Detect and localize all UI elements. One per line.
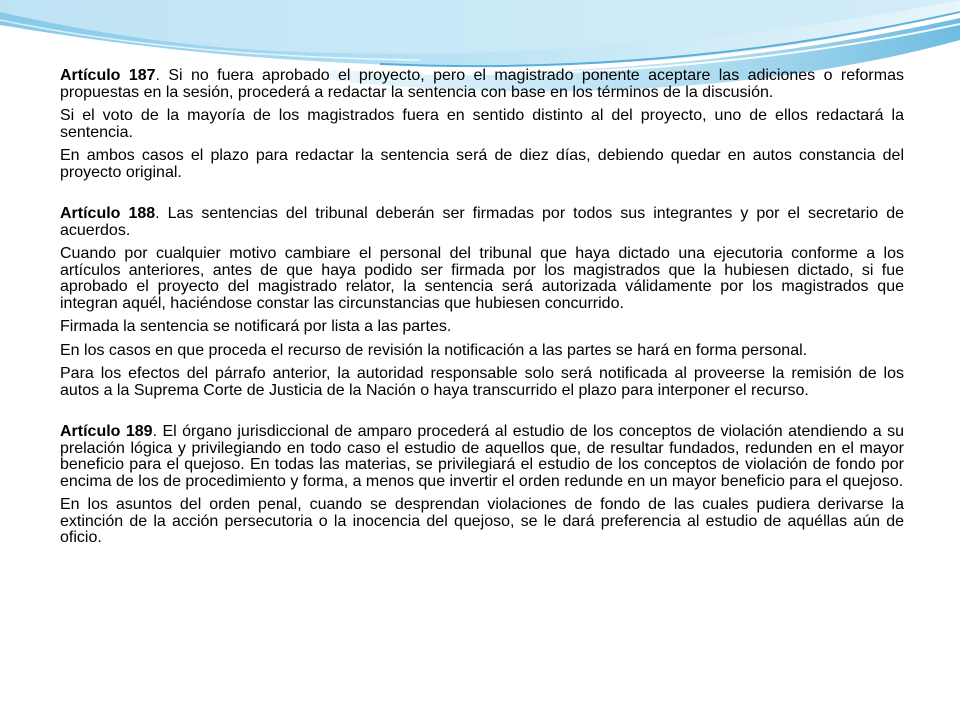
paragraph-text: . Si no fuera aprobado el proyecto, pero el magistrado ponente aceptare las adiciones o reformas propuestas en la sesión, procederá a redactar la sentencia con base en los términos de la discusión. xyxy=(60,67,904,101)
paragraph: En los casos en que proceda el recurso de revisión la notificación a las partes se hará en forma personal. xyxy=(60,341,808,359)
article-187 xyxy=(60,68,904,181)
paragraph: Para los efectos del párrafo anterior, la autoridad responsable solo será notificada al proveerse la remisión de los autos a la Suprema Corte de Justicia de la Nación o haya transcurrido el plazo para interponer el recurso. xyxy=(60,365,904,399)
paragraph xyxy=(60,424,904,490)
document-body xyxy=(60,68,904,554)
article-189 xyxy=(60,424,904,547)
paragraph: Firmada la sentencia se notificará por lista a las partes. xyxy=(60,318,452,335)
article-heading: Artículo 187 xyxy=(60,67,156,84)
article-188 xyxy=(60,206,904,399)
article-heading: Artículo 188 xyxy=(60,205,156,222)
paragraph-text: . Las sentencias del tribunal deberán ser firmadas por todos sus integrantes y por el secretario de acuerdos. xyxy=(60,205,905,239)
article-heading: Artículo 189 xyxy=(60,423,153,440)
paragraph xyxy=(60,68,904,101)
paragraph xyxy=(60,206,904,239)
paragraph: Si el voto de la mayoría de los magistrados fuera en sentido distinto al del proyecto, uno de ellos redactará la sentencia. xyxy=(60,107,904,141)
paragraph: Cuando por cualquier motivo cambiare el personal del tribunal que haya dictado una ejecutoria conforme a los artículos anteriores, antes de que haya podido ser firmada por los magistrados que la hubiesen dictado, si fue aprobado el proyecto del magistrado relator, la sentencia será autorizada válidamente por los magistrados que integran aquél, haciéndose constar las circunstancias que hubiesen concurrido. xyxy=(60,245,904,312)
paragraph: En ambos casos el plazo para redactar la sentencia será de diez días, debiendo quedar en autos constancia del proyecto original. xyxy=(60,147,904,181)
paragraph: En los asuntos del orden penal, cuando se desprendan violaciones de fondo de las cuales pudiera derivarse la extinción de la acción persecutoria o la inocencia del quejoso, se le dará preferencia al estudio de aquéllas aún de oficio. xyxy=(60,496,904,546)
paragraph-text: . El órgano jurisdiccional de amparo procederá al estudio de los conceptos de violación atendiendo a su prelación lógica y privilegiando en todo caso el estudio de aquellos que, de resultar fundados, redunden en el mayor beneficio para el quejoso. En todas las materias, se privilegiará el estudio de los conceptos de violación de fondo por encima de los de procedimiento y forma, a menos que invertir el orden redunde en un mayor beneficio para el quejoso. xyxy=(60,423,904,490)
